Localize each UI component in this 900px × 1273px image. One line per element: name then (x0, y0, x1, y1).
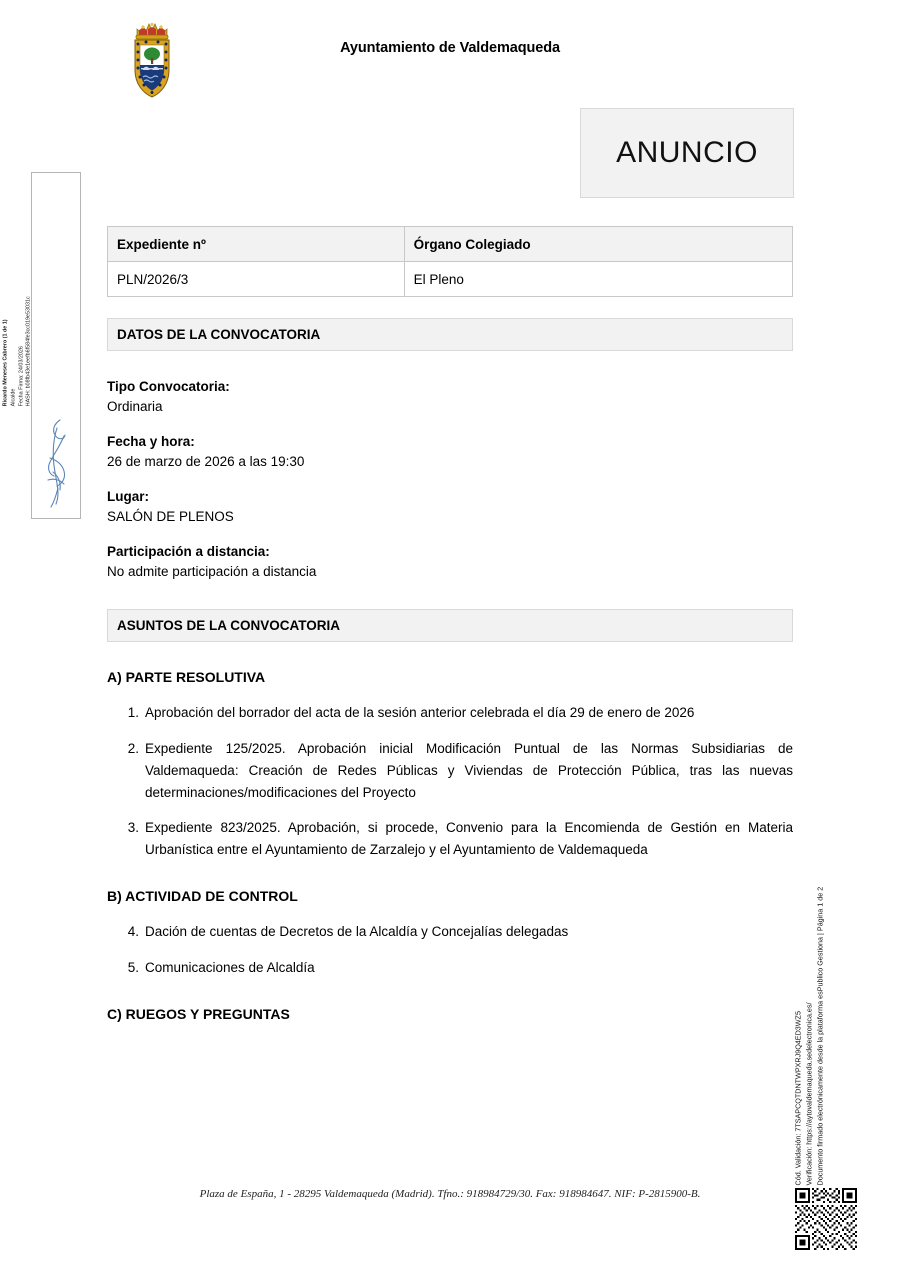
field-label: Participación a distancia: (107, 544, 270, 559)
field-tipo-convocatoria (107, 379, 793, 414)
field-value: SALÓN DE PLENOS (107, 509, 234, 524)
signature-role: Alcalde (10, 388, 17, 406)
cell-expediente-numero: PLN/2026/3 (108, 262, 405, 297)
agenda-heading-c: C) RUEGOS Y PREGUNTAS (107, 1005, 290, 1022)
signature-date: Fecha Firma: 24/03/2026 (18, 345, 25, 406)
coat-of-arms-icon (123, 18, 181, 102)
section-header-asuntos: ASUNTOS DE LA CONVOCATORIA (107, 609, 793, 642)
qr-code-icon (795, 1188, 857, 1250)
signature-strip (2, 172, 81, 519)
list-item-number: 1. (127, 705, 139, 720)
list-item-number: 2. (127, 740, 139, 756)
field-label: Fecha y hora: (107, 434, 195, 449)
convocatoria-fields (107, 379, 793, 579)
agenda-group-a (107, 669, 793, 861)
column-header-expediente: Expediente nº (108, 227, 405, 262)
list-item-text: Expediente 823/2025. Aprobación, si procede, Convenio para la Encomienda de Gestión en Materia Urbanística entre el Ayuntamiento de Zarzalejo y el Ayuntamiento de Valdemaqueda (145, 820, 793, 858)
agenda-group-c (107, 1006, 793, 1022)
field-value: Ordinaria (107, 399, 163, 414)
validation-metadata (793, 797, 826, 1185)
anuncio-label: ANUNCIO (616, 136, 758, 169)
anuncio-banner (580, 108, 794, 198)
handwritten-signature-icon (40, 414, 74, 510)
signature-signer-name: Ricardo Meneses Cabrero (1 de 1) (2, 319, 9, 406)
list-item-number: 3. (127, 820, 139, 836)
section-header-datos: DATOS DE LA CONVOCATORIA (107, 318, 793, 351)
list-item (127, 702, 793, 724)
validation-platform-note: Documento firmado electrónicamente desde la plataforma esPublico Gestiona | Página 1 de 2 (815, 886, 825, 1185)
list-item-number: 5. (127, 960, 139, 976)
agenda-list-a (107, 702, 793, 861)
agenda-heading-b: B) ACTIVIDAD DE CONTROL (107, 888, 298, 905)
field-label: Lugar: (107, 489, 149, 504)
page-title: Ayuntamiento de Valdemaqueda (340, 40, 560, 56)
list-item-text: Comunicaciones de Alcaldía (145, 960, 315, 976)
cell-organo-colegiado: El Pleno (404, 262, 792, 297)
agenda-group-b (107, 888, 793, 979)
agenda-heading-a: A) PARTE RESOLUTIVA (107, 669, 266, 685)
table-header-row (108, 227, 793, 262)
field-value: No admite participación a distancia (107, 564, 317, 579)
expediente-table (107, 226, 793, 297)
table-row (108, 262, 793, 297)
list-item (127, 738, 793, 804)
list-item (127, 957, 793, 979)
page-footer: Plaza de España, 1 - 28295 Valdemaqueda (Madrid). Tfno.: 918984729/30. Fax: 918984647. NIF: P-2815900-B. (199, 1188, 701, 1200)
signature-hash: HASH: b08fb43e1eefb6f584fe3cc019e53031c (26, 296, 33, 406)
validation-url: Verificación: https://aytovaldemaqueda.sedelectronica.es/ (804, 1002, 814, 1185)
field-value: 26 de marzo de 2026 a las 19:30 (107, 454, 305, 469)
list-item (127, 817, 793, 861)
list-item-text: Dación de cuentas de Decretos de la Alcaldía y Concejalías delegadas (145, 924, 569, 940)
document-header (0, 18, 900, 102)
validation-strip (793, 795, 866, 1185)
validation-code: Cód. Validación: 7TSAPCQTDNTWPXRJ9Q4ED3WZ5 (793, 1010, 803, 1185)
list-item-text: Aprobación del borrador del acta de la sesión anterior celebrada el día 29 de enero de 2026 (145, 705, 695, 720)
list-item-number: 4. (127, 924, 139, 940)
signature-metadata (3, 176, 34, 406)
column-header-organo: Órgano Colegiado (404, 227, 792, 262)
field-participacion-distancia (107, 544, 793, 579)
field-label: Tipo Convocatoria: (107, 379, 230, 394)
field-lugar (107, 489, 793, 524)
field-fecha-hora (107, 434, 793, 469)
list-item (127, 921, 793, 943)
document-body (107, 226, 793, 1039)
agenda-list-b (107, 921, 793, 979)
list-item-text: Expediente 125/2025. Aprobación inicial Modificación Puntual de las Normas Subsidiarias de Valdemaqueda: Creación de Redes Públicas y Viviendas de Protección Pública, tras las nuevas determinaciones/modificaciones del Proyecto (145, 740, 793, 800)
